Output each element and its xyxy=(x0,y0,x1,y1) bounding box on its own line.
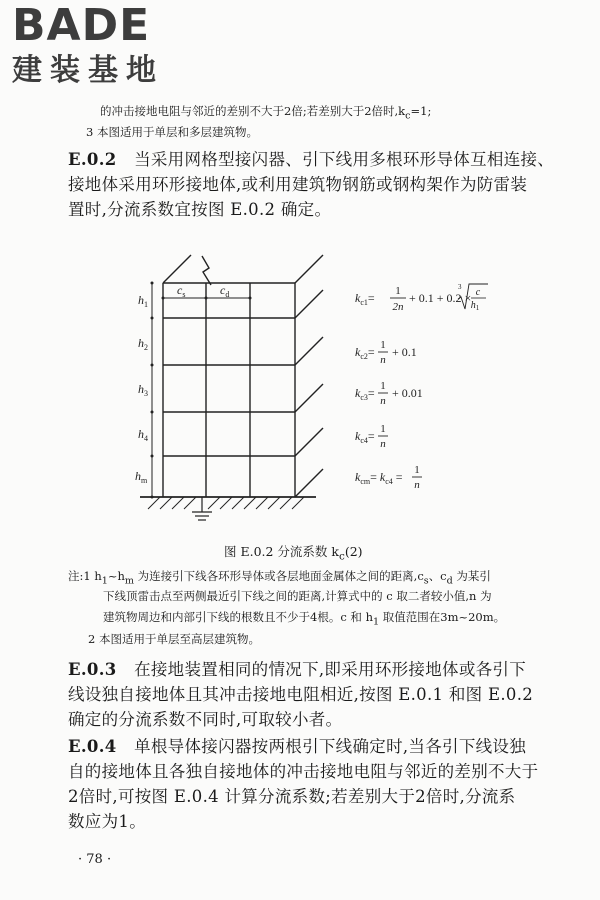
svg-text:n: n xyxy=(380,354,386,366)
svg-text:1: 1 xyxy=(395,285,401,297)
svg-text:+ 0.1 + 0.2 ×: + 0.1 + 0.2 × xyxy=(409,291,472,305)
svg-text:kc2=: $k_{c2}=$ xyxy=(355,345,375,361)
section-e04-line-2: 自的接地体且各独自接地体的冲击接地电阻与邻近的差别不大于 xyxy=(68,762,539,781)
svg-text:+ 0.01: + 0.01 xyxy=(392,386,423,400)
section-e04-line-3: 2倍时,可按图 E.0.4 计算分流系数;若差别大于2倍时,分流系 xyxy=(68,787,516,806)
svg-text:1: 1 xyxy=(380,339,386,351)
section-e04-line-1: E.0.4 单根导体接闪器按两根引下线确定时,当各引下线设独 xyxy=(68,737,527,756)
formula-kc2 xyxy=(355,339,417,366)
label-h3: $h_3$ xyxy=(138,382,148,398)
svg-text:+ 0.1: + 0.1 xyxy=(392,345,417,359)
svg-text:kc4=: $k_{c4}=$ xyxy=(355,429,375,445)
building-grid-diagram xyxy=(140,255,323,520)
section-e02-heading: E.0.2 xyxy=(68,150,117,169)
svg-text:kc1=: $k_{c1}=$ xyxy=(355,291,375,307)
svg-text:n: n xyxy=(414,479,420,491)
label-h4: $h_4$ xyxy=(138,427,148,443)
svg-text:n: n xyxy=(380,438,386,450)
figure-note-2: 2 本图适用于单层至高层建筑物。 xyxy=(88,632,260,646)
label-h2: $h_2$ xyxy=(138,336,148,352)
section-e04-heading: E.0.4 xyxy=(68,737,117,756)
svg-text:n: n xyxy=(380,395,386,407)
svg-text:2n: 2n xyxy=(392,301,404,313)
section-e03-line-3: 确定的分流系数不同时,可取较小者。 xyxy=(68,710,343,729)
label-hm: $h_m$ xyxy=(135,469,148,485)
svg-text:1: 1 xyxy=(380,380,386,392)
label-cs: $c_s$ xyxy=(177,283,186,299)
svg-text:kc3=: $k_{c3}=$ xyxy=(355,386,375,402)
section-e03-heading: E.0.3 xyxy=(68,660,117,679)
section-e03-line-2: 线设独自接地体且其冲击接地电阻相近,按图 E.0.1 和图 E.0.2 xyxy=(68,685,534,704)
figure-caption: 图 E.0.2 分流系数 $k_c(2)$ xyxy=(224,544,363,563)
formula-list xyxy=(355,283,488,491)
section-e03-line-1: E.0.3 在接地装置相同的情况下,即采用环形接地体或各引下 xyxy=(68,660,527,679)
figure-note-1-line-2: 下线顶雷击点至两侧最近引下线之间的距离,计算式中的 c 取二者较小值,n 为 xyxy=(103,589,492,603)
formula-kc3 xyxy=(355,380,423,407)
logo-wordmark: BADE xyxy=(12,0,151,51)
formula-kcm xyxy=(355,464,422,491)
formula-kc4 xyxy=(355,423,388,450)
dimension-ticks xyxy=(151,282,252,499)
svg-text:1: 1 xyxy=(414,464,420,476)
svg-text:kcm= kc4 =: $k_{cm}= k_{c4}$ = xyxy=(355,470,403,486)
section-e02-line-1: E.0.2 当采用网格型接闪器、引下线用多根环形导体互相连接、 xyxy=(68,150,555,169)
section-e04-line-4: 数应为1。 xyxy=(68,812,146,831)
figure-note-1-line-3: 建筑物周边和内部引下线的根数且不少于4根。c 和 $h_1$ 取值范围在3m~20m。 xyxy=(103,610,506,628)
section-e02-line-2: 接地体采用环形接地体,或利用建筑物钢筋或钢构架作为防雷装 xyxy=(68,175,528,194)
page-number: · 78 · xyxy=(78,852,112,867)
note-3: 3 本图适用于单层和多层建筑物。 xyxy=(86,125,258,139)
logo-chinese-name: 建装基地 xyxy=(12,53,164,88)
section-e02-line-3: 置时,分流系数宜按图 E.0.2 确定。 xyxy=(68,200,332,219)
formula-kc1 xyxy=(355,283,488,313)
svg-text:c: c xyxy=(475,287,481,298)
site-logo xyxy=(12,0,164,90)
svg-text:h1: $h_1$ xyxy=(470,300,480,312)
svg-text:3: 3 xyxy=(458,283,462,291)
label-h1: $h_1$ xyxy=(138,293,148,309)
figure-note-1-line-1: 注:1 $h_1\sim h_m$ 为连接引下线各环形导体或各层地面金属体之间的距离$,c_s$、$c_d$ 为某引 xyxy=(68,569,491,587)
svg-text:1: 1 xyxy=(380,423,386,435)
label-cd: $c_d$ xyxy=(220,283,230,299)
note-line-continued: 的冲击接地电阻与邻近的差别不大于2倍;若差别大于2倍时$,k_c=1$; xyxy=(100,104,432,122)
